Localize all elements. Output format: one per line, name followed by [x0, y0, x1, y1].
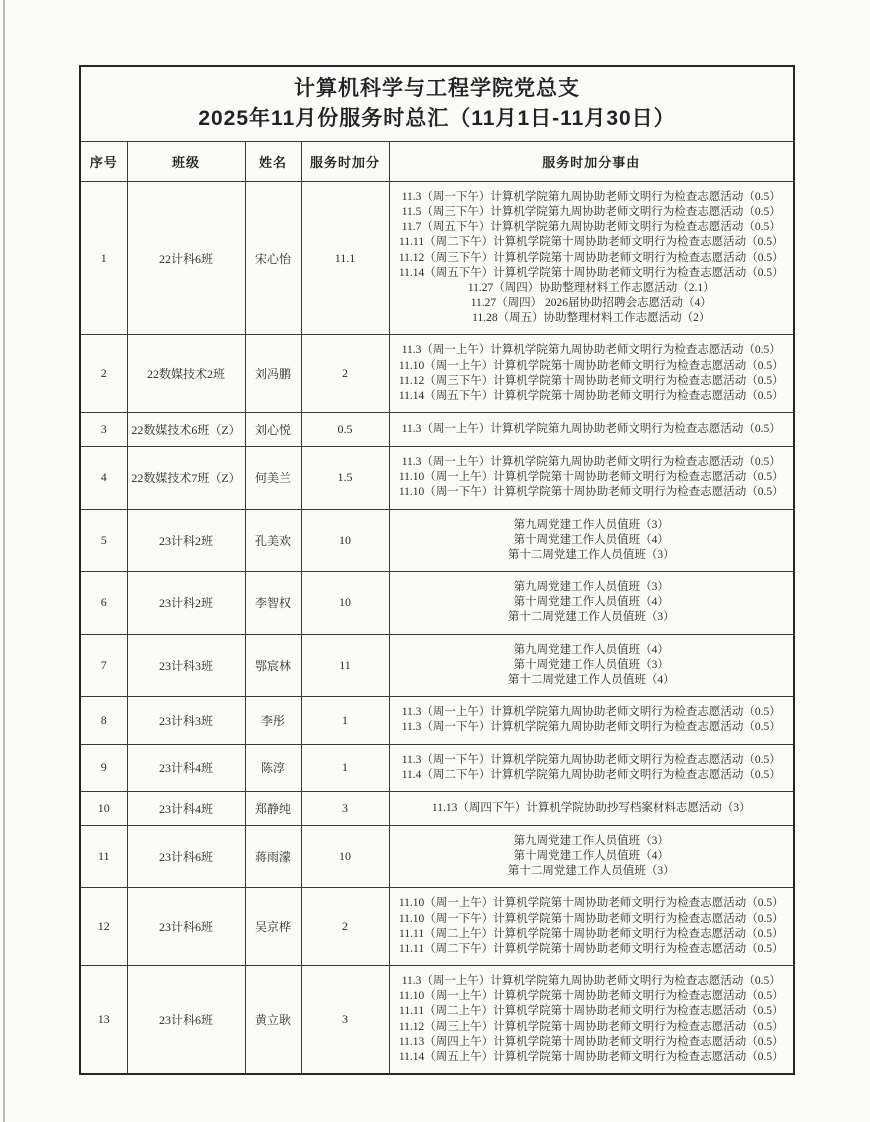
- row-name-cell: 陈淳: [245, 744, 301, 791]
- reason-line: 11.3（周一下午）计算机学院第九周协助老师文明行为检查志愿活动（0.5）: [401, 721, 781, 734]
- row-number-cell: 2: [80, 335, 127, 413]
- row-reasons-cell: [389, 413, 794, 447]
- title-row: [80, 66, 794, 141]
- reason-line: 11.13（周四下午）计算机学院协助抄写档案材料志愿活动（3）: [431, 801, 751, 814]
- table-row: [80, 888, 794, 966]
- document-title: [80, 66, 794, 141]
- row-name-cell: 李彤: [245, 697, 301, 744]
- reason-line: 第十二周党建工作人员值班（3）: [507, 865, 675, 878]
- row-class-cell: 23计科6班: [127, 966, 245, 1075]
- reason-line: 第十周党建工作人员值班（4）: [513, 596, 669, 609]
- row-class-cell: 23计科6班: [127, 825, 245, 888]
- table-row: [80, 509, 794, 572]
- row-name-cell: 何美兰: [245, 447, 301, 510]
- reason-line: 11.14（周五下午）计算机学院第十周协助老师文明行为检查志愿活动（0.5）: [398, 266, 784, 279]
- row-class-cell: 22数媒技术2班: [127, 335, 245, 413]
- reason-line: 11.3（周一上午）计算机学院第九周协助老师文明行为检查志愿活动（0.5）: [401, 975, 781, 988]
- reason-line: 11.12（周三上午）计算机学院第十周协助老师文明行为检查志愿活动（0.5）: [398, 1020, 784, 1033]
- row-class-cell: 23计科2班: [127, 572, 245, 635]
- row-class-cell: 22数媒技术6班（Z）: [127, 413, 245, 447]
- reason-line: 第九周党建工作人员值班（3）: [513, 518, 669, 531]
- reason-line: 11.10（周一下午）计算机学院第十周协助老师文明行为检查志愿活动（0.5）: [398, 912, 784, 925]
- reason-line: 11.7（周五下午）计算机学院第九周协助老师文明行为检查志愿活动（0.5）: [401, 221, 781, 234]
- reason-line: 第九周党建工作人员值班（3）: [513, 834, 669, 847]
- table-row: [80, 572, 794, 635]
- reason-line: 11.27（周四） 2026届协助招聘会志愿活动（4）: [470, 297, 712, 310]
- row-reasons-cell: [389, 447, 794, 510]
- row-name-cell: 蒋雨濛: [245, 825, 301, 888]
- row-points-cell: 11.1: [301, 181, 389, 335]
- row-number-cell: 11: [80, 825, 127, 888]
- row-points-cell: 10: [301, 825, 389, 888]
- reason-line: 11.11（周二上午）计算机学院第十周协助老师文明行为检查志愿活动（0.5）: [399, 1005, 784, 1018]
- reason-line: 11.12（周三下午）计算机学院第十周协助老师文明行为检查志愿活动（0.5）: [398, 251, 784, 264]
- column-header-name: 姓名: [245, 141, 301, 181]
- reason-line: 11.14（周五上午）计算机学院第十周协助老师文明行为检查志愿活动（0.5）: [398, 1050, 784, 1063]
- document-title-line1: 计算机科学与工程学院党总支: [294, 77, 580, 100]
- row-reasons-cell: [389, 697, 794, 744]
- reason-line: 11.10（周一上午）计算机学院第十周协助老师文明行为检查志愿活动（0.5）: [398, 359, 784, 372]
- reason-line: 11.12（周三下午）计算机学院第十周协助老师文明行为检查志愿活动（0.5）: [398, 374, 784, 387]
- service-hours-summary-table: [79, 65, 795, 1075]
- row-reasons-cell: [389, 509, 794, 572]
- reason-line: 11.10（周一上午）计算机学院第十周协助老师文明行为检查志愿活动（0.5）: [398, 990, 784, 1003]
- reason-line: 11.11（周二下午）计算机学院第十周协助老师文明行为检查志愿活动（0.5）: [399, 236, 784, 249]
- row-class-cell: 23计科6班: [127, 888, 245, 966]
- reason-line: 11.3（周一上午）计算机学院第九周协助老师文明行为检查志愿活动（0.5）: [401, 423, 781, 436]
- reason-line: 11.13（周四上午）计算机学院第十周协助老师文明行为检查志愿活动（0.5）: [398, 1035, 784, 1048]
- row-name-cell: 刘心悦: [245, 413, 301, 447]
- reason-line: 11.4（周二下午）计算机学院第九周协助老师文明行为检查志愿活动（0.5）: [401, 768, 781, 781]
- reason-line: 第十二周党建工作人员值班（3）: [507, 611, 675, 624]
- row-points-cell: 1: [301, 697, 389, 744]
- table-row: [80, 697, 794, 744]
- reason-line: 11.3（周一上午）计算机学院第九周协助老师文明行为检查志愿活动（0.5）: [401, 344, 781, 357]
- row-reasons-cell: [389, 634, 794, 697]
- reason-line: 第十二周党建工作人员值班（4）: [507, 674, 675, 686]
- row-number-cell: 12: [80, 888, 127, 966]
- row-name-cell: 黄立耿: [245, 966, 301, 1075]
- row-class-cell: 23计科2班: [127, 509, 245, 572]
- row-reasons-cell: [389, 335, 794, 413]
- row-number-cell: 13: [80, 966, 127, 1075]
- table-row: [80, 335, 794, 413]
- table-row: [80, 181, 794, 335]
- row-number-cell: 8: [80, 697, 127, 744]
- row-points-cell: 1.5: [301, 447, 389, 510]
- row-number-cell: 7: [80, 634, 127, 697]
- reason-line: 11.3（周一上午）计算机学院第九周协助老师文明行为检查志愿活动（0.5）: [401, 706, 781, 719]
- reason-line: 第十周党建工作人员值班（4）: [513, 850, 669, 863]
- table-header-row: [80, 141, 794, 181]
- row-name-cell: 郑静纯: [245, 791, 301, 825]
- reason-line: 11.28（周五）协助整理材料工作志愿活动（2）: [472, 312, 711, 325]
- row-points-cell: 2: [301, 888, 389, 966]
- row-name-cell: 鄂宸林: [245, 634, 301, 697]
- row-reasons-cell: [389, 744, 794, 791]
- table-row: [80, 413, 794, 447]
- table-row: [80, 966, 794, 1075]
- row-number-cell: 4: [80, 447, 127, 510]
- row-points-cell: 10: [301, 572, 389, 635]
- row-number-cell: 1: [80, 181, 127, 335]
- row-number-cell: 3: [80, 413, 127, 447]
- table-body: [80, 181, 794, 1074]
- row-class-cell: 23计科3班: [127, 634, 245, 697]
- row-points-cell: 3: [301, 966, 389, 1075]
- reason-line: 11.3（周一上午）计算机学院第九周协助老师文明行为检查志愿活动（0.5）: [401, 456, 781, 469]
- reason-line: 第十周党建工作人员值班（3）: [513, 658, 669, 671]
- table-row: [80, 744, 794, 791]
- column-header-class: 班级: [127, 141, 245, 181]
- row-points-cell: 1: [301, 744, 389, 791]
- row-points-cell: 0.5: [301, 413, 389, 447]
- reason-line: 第九周党建工作人员值班（4）: [513, 643, 669, 656]
- reason-line: 11.11（周二下午）计算机学院第十周协助老师文明行为检查志愿活动（0.5）: [399, 942, 784, 955]
- reason-line: 第九周党建工作人员值班（3）: [513, 581, 669, 594]
- reason-line: 第十周党建工作人员值班（4）: [513, 533, 669, 546]
- table-row: [80, 634, 794, 697]
- row-name-cell: 吴京桦: [245, 888, 301, 966]
- row-points-cell: 3: [301, 791, 389, 825]
- row-number-cell: 5: [80, 509, 127, 572]
- row-reasons-cell: [389, 572, 794, 635]
- row-name-cell: 孔美欢: [245, 509, 301, 572]
- row-name-cell: 宋心怡: [245, 181, 301, 335]
- row-class-cell: 22计科6班: [127, 181, 245, 335]
- reason-line: 11.3（周一下午）计算机学院第九周协助老师文明行为检查志愿活动（0.5）: [401, 753, 781, 766]
- row-number-cell: 10: [80, 791, 127, 825]
- column-header-reasons: 服务时加分事由: [389, 141, 794, 181]
- row-reasons-cell: [389, 181, 794, 335]
- reason-line: 11.11（周二上午）计算机学院第十周协助老师文明行为检查志愿活动（0.5）: [399, 927, 784, 940]
- row-class-cell: 22数媒技术7班（Z）: [127, 447, 245, 510]
- row-number-cell: 9: [80, 744, 127, 791]
- table-row: [80, 791, 794, 825]
- row-name-cell: 李智权: [245, 572, 301, 635]
- row-reasons-cell: [389, 825, 794, 888]
- row-number-cell: 6: [80, 572, 127, 635]
- row-class-cell: 23计科4班: [127, 744, 245, 791]
- reason-line: 11.3（周一下午）计算机学院第九周协助老师文明行为检查志愿活动（0.5）: [401, 190, 781, 203]
- table-row: [80, 825, 794, 888]
- reason-line: 11.5（周三下午）计算机学院第九周协助老师文明行为检查志愿活动（0.5）: [401, 206, 781, 219]
- table-row: [80, 447, 794, 510]
- reason-line: 11.27（周四）协助整理材料工作志愿活动（2.1）: [467, 281, 715, 294]
- row-points-cell: 10: [301, 509, 389, 572]
- column-header-points: 服务时加分: [301, 141, 389, 181]
- reason-line: 11.10（周一上午）计算机学院第十周协助老师文明行为检查志愿活动（0.5）: [398, 897, 784, 910]
- reason-line: 11.14（周五下午）计算机学院第十周协助老师文明行为检查志愿活动（0.5）: [398, 389, 784, 402]
- reason-line: 第十二周党建工作人员值班（3）: [507, 548, 675, 561]
- row-name-cell: 刘冯鹏: [245, 335, 301, 413]
- document-title-line2: 2025年11月份服务时总汇（11月1日-11月30日）: [198, 107, 676, 131]
- row-reasons-cell: [389, 791, 794, 825]
- reason-line: 11.10（周一下午）计算机学院第十周协助老师文明行为检查志愿活动（0.5）: [398, 486, 784, 499]
- reason-line: 11.10（周一上午）计算机学院第十周协助老师文明行为检查志愿活动（0.5）: [398, 471, 784, 484]
- row-class-cell: 23计科3班: [127, 697, 245, 744]
- column-header-no: 序号: [80, 141, 127, 181]
- row-points-cell: 11: [301, 634, 389, 697]
- row-reasons-cell: [389, 888, 794, 966]
- row-points-cell: 2: [301, 335, 389, 413]
- row-class-cell: 23计科4班: [127, 791, 245, 825]
- row-reasons-cell: [389, 966, 794, 1075]
